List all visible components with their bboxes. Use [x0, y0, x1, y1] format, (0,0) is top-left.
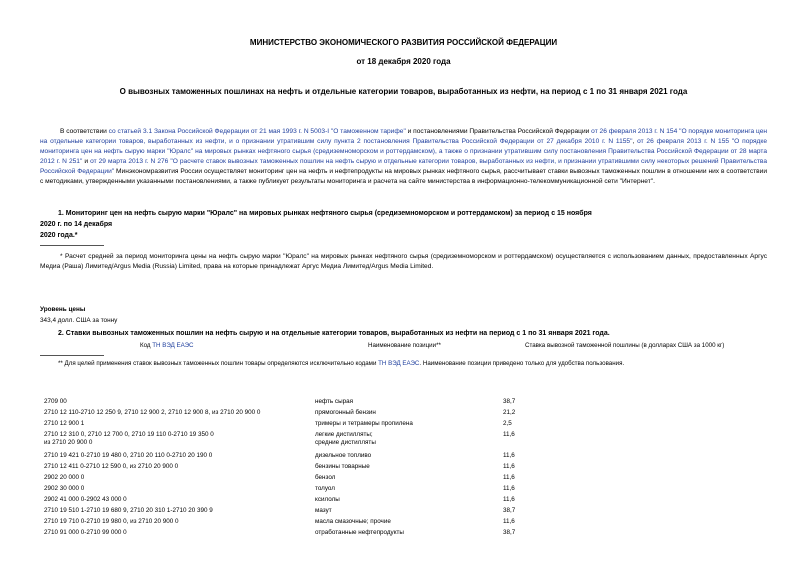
row-name: дизельное топливо: [315, 452, 372, 459]
table-row: [0, 420, 807, 430]
row-name: ксилолы: [315, 496, 340, 503]
price-value: 343,4 долл. США за тонну: [40, 317, 118, 324]
row-code: 2710 19 710 0-2710 19 980 0, из 2710 20 900 0: [44, 518, 179, 525]
row-rate: 38,7: [503, 507, 516, 514]
column-header-code-prefix: Код: [140, 342, 153, 349]
row-name: толуол: [315, 485, 335, 492]
table-row: [0, 474, 807, 484]
row-name: бензол: [315, 474, 336, 481]
table-row: [0, 518, 807, 528]
section1-line3: 2020 года.*: [40, 232, 78, 239]
preamble-text: ,: [632, 138, 638, 145]
document-date: от 18 декабря 2020 года: [356, 57, 451, 66]
row-name: тримеры и тетрамеры пропилена: [315, 420, 413, 427]
row-code: 2902 30 000 0: [44, 485, 85, 492]
row-rate: 11,6: [503, 518, 515, 525]
tn-ved-footnote-link[interactable]: ТН ВЭД ЕАЭС: [378, 360, 420, 367]
preamble-text: и постановлениями Правительства Российской Федерации: [405, 128, 592, 135]
row-rate: 11,6: [503, 485, 515, 492]
row-code: 2710 12 411 0-2710 12 590 0, из 2710 20 900 0: [44, 463, 179, 470]
table-row: [0, 463, 807, 473]
footnote-text: ** Для целей применения ставок вывозных таможенных пошлин товары определяются исключительно кодами: [58, 360, 379, 367]
footnote-text: . Наименование позиции приведено только для удобства пользования.: [419, 360, 625, 367]
row-name: масла смазочные; прочие: [315, 518, 391, 525]
row-name: прямогонный бензин: [315, 409, 376, 416]
preamble-text: Минэкономразвития России осуществляет мониторинг цен на нефть и нефтепродукты на мировых рынках нефтяного сырья, рассчитывает ставки вывозных таможенных пошлин в отношении них в соответствии с методиками, утвержденными указанными постановлениями, а также публикует результаты мониторинга и расчета на сайте министерства в информационно-телекоммуникационной сети "Интернет".: [40, 168, 768, 185]
section2-title: 2. Ставки вывозных таможенных пошлин на нефть сырую и на отдельные категории товаров, выработанных из нефти на период с 1 по 31 января 2021 года.: [58, 330, 610, 337]
table-row: [0, 496, 807, 506]
table-row: [0, 431, 807, 451]
table-row: [0, 507, 807, 517]
row-code-line: из 2710 20 900 0: [44, 439, 93, 446]
row-rate: 11,6: [503, 474, 515, 481]
preamble-paragraph: [40, 127, 767, 187]
column-header-rate: Ставка вывозной таможенной пошлины (в долларах США за 1000 кг): [525, 342, 725, 349]
law-link[interactable]: со статьей 3.1 Закона Российской Федерации от 21 мая 1993 г. N 5003-I "О таможенном тарифе": [108, 128, 406, 135]
row-name: [315, 431, 465, 447]
row-rate: 11,6: [503, 463, 515, 470]
price-label: Уровень цены: [40, 306, 86, 313]
section1-line2: 2020 г. по 14 декабря: [40, 221, 113, 228]
ministry-heading: МИНИСТЕРСТВО ЭКОНОМИЧЕСКОГО РАЗВИТИЯ РОССИЙСКОЙ ФЕДЕРАЦИИ: [249, 38, 558, 47]
row-name-line: легкие дистилляты;: [315, 431, 373, 438]
column-header-name: Наименование позиции**: [368, 342, 441, 349]
table-row: [0, 409, 807, 419]
row-code: 2902 41 000 0-2902 43 000 0: [44, 496, 127, 503]
row-rate: 38,7: [503, 398, 516, 405]
preamble-text: и: [82, 158, 91, 165]
section2-footnote: [58, 360, 778, 368]
row-code: 2710 91 000 0-2710 99 000 0: [44, 529, 127, 536]
row-name: отработанные нефтепродукты: [315, 529, 404, 536]
tn-ved-link[interactable]: ТН ВЭД ЕАЭС: [152, 342, 194, 349]
footnote-divider: [40, 355, 104, 356]
row-rate: 2,5: [503, 420, 512, 427]
row-name: бензины товарные: [315, 463, 370, 470]
row-code: 2710 12 900 1: [44, 420, 85, 427]
resolution-276-link[interactable]: от 29 марта 2013 г. N 276 "О расчете ставок вывозных таможенных пошлин на нефть сырую и отдельные категории товаров, выработанных из нефти, и признании утратившими силу некоторых решений Правительства Российской Федерации": [40, 158, 767, 175]
row-code: 2902 20 000 0: [44, 474, 85, 481]
row-code-line: 2710 12 310 0, 2710 12 700 0, 2710 19 110 0-2710 19 350 0: [44, 431, 214, 438]
row-rate: 11,6: [503, 496, 515, 503]
table-row: [0, 398, 807, 408]
document-title: О вывозных таможенных пошлинах на нефть и отдельные категории товаров, выработанных из нефти, на период с 1 по 31 января 2021 года: [119, 87, 688, 96]
row-name: мазут: [315, 507, 332, 514]
row-name: нефть сырая: [315, 398, 354, 405]
column-header-code: [140, 342, 194, 350]
table-row: [0, 485, 807, 495]
table-row: [0, 452, 807, 462]
row-rate: 21,2: [503, 409, 516, 416]
row-code: 2710 19 510 1-2710 19 680 9, 2710 20 310 1-2710 20 390 9: [44, 507, 213, 514]
row-name-line: средние дистилляты: [315, 439, 376, 446]
resolution-155-link[interactable]: от 26 февраля 2013 г. N 155 "О порядке мониторинга цен на нефть сырую марки "Юралс" на мировых рынках нефтяного сырья (средиземноморском и роттердамском), а также о признании утратившим силу постановления Правительства Российской Федерации от 28 марта 2012 г. N 251": [40, 138, 767, 165]
resolution-154-link[interactable]: от 26 февраля 2013 г. N 154 "О порядке мониторинга цен на отдельные категории товаров, выработанных из нефти, и о признании утратившим силу пункта 2 постановления Правительства Российской Федерации от 27 декабря 2010 г. N 1155": [40, 128, 768, 145]
row-code: 2709 00: [44, 398, 67, 405]
section1-footnote: * Расчет средней за период мониторинга цены на нефть сырую марки "Юралс" на мировых рынках нефтяного сырья (средиземноморском и роттердамском) осуществляется с использованием данных, предоставленных Аргус Медиа (Раша) Лимитед/Argus Media (Russia) Limited, права на которые принадлежат Аргус Медиа Лимитед/Argus Media Limited.: [40, 253, 767, 270]
preamble-text: В соответствии: [60, 128, 109, 135]
footnote-divider: [40, 245, 104, 246]
row-rate: 38,7: [503, 529, 516, 536]
table-row: [0, 529, 807, 539]
row-rate: 11,6: [503, 431, 515, 438]
section1-line1: 1. Мониторинг цен на нефть сырую марки "Юралс" на мировых рынках нефтяного сырья (средиземноморском и роттердамском) за период с 15 ноября: [58, 210, 592, 217]
row-code: 2710 19 421 0-2710 19 480 0, 2710 20 110 0-2710 20 190 0: [44, 452, 213, 459]
row-code: 2710 12 110-2710 12 250 9, 2710 12 900 2, 2710 12 900 8, из 2710 20 900 0: [44, 409, 261, 416]
row-rate: 11,6: [503, 452, 515, 459]
row-code: [44, 431, 304, 447]
